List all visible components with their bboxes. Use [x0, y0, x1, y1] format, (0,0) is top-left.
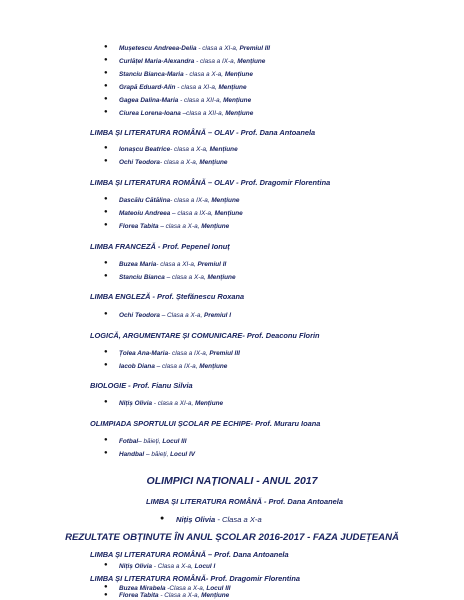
bullet-icon: ●	[104, 592, 108, 598]
list-item: Mateoiu Andreea – clasa a IX-a, Mențiune	[119, 210, 243, 217]
bullet-icon: ●	[104, 362, 108, 368]
bullet-icon: ●	[160, 515, 165, 522]
list-item: Ciurea Lorena-Ioana –clasa a XII-a, Mențiune	[119, 110, 254, 117]
section-heading-national-ro: LIMBA ȘI LITERATURA ROMÂNĂ - Prof. Dana Antoanela	[146, 497, 343, 506]
list-item: Stanciu Bianca – clasa a X-a, Mențiune	[119, 274, 236, 281]
section-heading-olav-dragomir: LIMBA ȘI LITERATURA ROMÂNĂ – OLAV - Prof. Dragomir Florentina	[90, 178, 331, 187]
list-item: Florea Tabita - Clasa a X-a, Mențiune	[119, 592, 230, 599]
bullet-icon: ●	[104, 57, 108, 63]
bullet-icon: ●	[104, 109, 108, 115]
list-item: Mușetescu Andreea-Delia - clasa a XI-a, Premiul III	[119, 45, 271, 52]
bullet-icon: ●	[104, 83, 108, 89]
list-item: Curlățel Maria-Alexandra - clasa a IX-a, Mențiune	[119, 58, 266, 65]
list-item: Buzea Mirabela -Clasa a X-a, Locul III	[119, 585, 231, 592]
bullet-icon: ●	[104, 450, 108, 456]
list-item: Grapă Eduard-Alin - clasa a XI-a, Mențiune	[119, 84, 247, 91]
section-heading-olav-dana: LIMBA ȘI LITERATURA ROMÂNĂ – OLAV - Prof. Dana Antoanela	[90, 128, 316, 137]
bullet-icon: ●	[104, 437, 108, 443]
bullet-icon: ●	[104, 399, 108, 405]
list-item: Gagea Dalina-Maria - clasa a XII-a, Mențiune	[119, 97, 252, 104]
list-item: Buzea Maria- clasa a XI-a, Premiul II	[119, 261, 227, 268]
bullet-icon: ●	[104, 196, 108, 202]
bullet-icon: ●	[104, 44, 108, 50]
section-heading-sport: OLIMPIADA SPORTULUI ȘCOLAR PE ECHIPE- Prof. Muraru Ioana	[90, 419, 321, 428]
list-item: Țolea Ana-Maria- clasa a IX-a, Premiul III	[119, 350, 240, 357]
list-item: Nițiș Olivia - Clasa a X-a, Locul I	[119, 563, 216, 570]
bullet-icon: ●	[104, 70, 108, 76]
list-item: Ochi Teodora – Clasa a X-a, Premiul I	[119, 312, 231, 319]
section-heading-biologie: BIOLOGIE - Prof. Fianu Silvia	[90, 381, 193, 390]
bullet-icon: ●	[104, 145, 108, 151]
list-item: Stanciu Bianca-Maria - clasa a X-a, Mențiune	[119, 71, 253, 78]
national-olympians-title: OLIMPICI NAȚIONALI - ANUL 2017	[146, 475, 318, 487]
bullet-icon: ●	[104, 584, 108, 590]
section-heading-county-ro: LIMBA ȘI LITERATURA ROMÂNĂ – Prof. Dana Antoanela	[90, 550, 289, 559]
list-item: Florea Tabita – clasa a X-a, Mențiune	[119, 223, 230, 230]
bullet-icon: ●	[104, 273, 108, 279]
section-heading-franceza: LIMBA FRANCEZĂ - Prof. Pepenel Ionuț	[90, 242, 230, 251]
section-heading-engleza: LIMBA ENGLEZĂ - Prof. Ștefănescu Roxana	[90, 292, 245, 301]
bullet-icon: ●	[104, 158, 108, 164]
bullet-icon: ●	[104, 96, 108, 102]
bullet-icon: ●	[104, 260, 108, 266]
list-item: Dascălu Cătălina- clasa a IX-a, Mențiune	[119, 197, 240, 204]
bullet-icon: ●	[104, 209, 108, 215]
list-item: Nițiș Olivia - clasa a XI-a, Mențiune	[119, 400, 224, 407]
bullet-icon: ●	[104, 562, 108, 568]
list-item: Ionașcu Beatrice- clasa a X-a, Mențiune	[119, 146, 238, 153]
bullet-icon: ●	[104, 222, 108, 228]
list-item: Fotbal– băieți, Locul III	[119, 438, 187, 445]
county-results-title: REZULTATE OBȚINUTE ÎN ANUL ȘCOLAR 2016-2017 - FAZA JUDEȚEANĂ	[65, 532, 399, 543]
list-item: Iacob Diana – clasa a IX-a, Mențiune	[119, 363, 228, 370]
section-heading-county-dragomir: LIMBA ȘI LITERATURA ROMÂNĂ- Prof. Dragomir Florentina	[90, 574, 300, 583]
list-item: Handbal – băieți, Locul IV	[119, 451, 196, 458]
bullet-icon: ●	[104, 311, 108, 317]
list-item: Ochi Teodora- clasa a X-a, Mențiune	[119, 159, 228, 166]
section-heading-logica: LOGICĂ, ARGUMENTARE ȘI COMUNICARE- Prof. Deaconu Florin	[90, 331, 320, 340]
bullet-icon: ●	[104, 349, 108, 355]
national-item: Nițiș Olivia - Clasa a X-a	[176, 515, 262, 524]
